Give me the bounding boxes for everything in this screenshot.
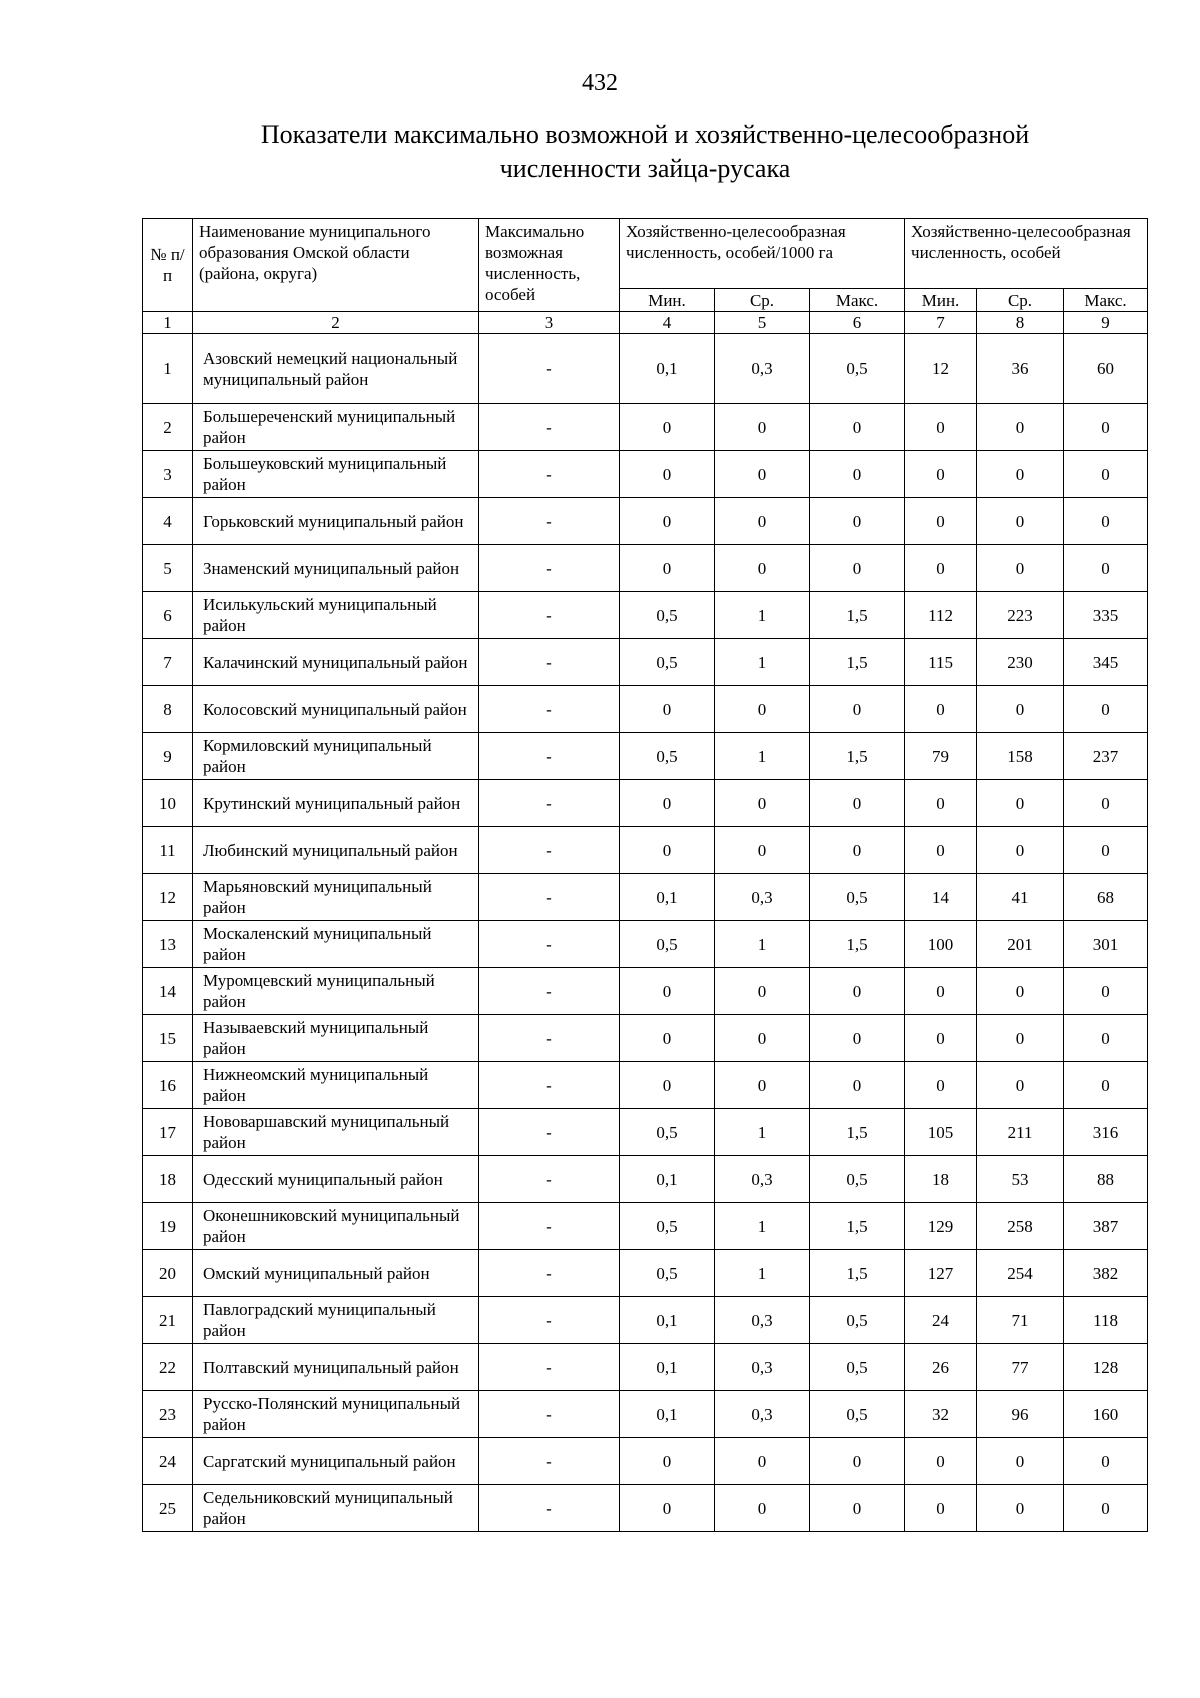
count-max: 301 [1064, 921, 1148, 968]
max-possible-value: - [479, 1109, 620, 1156]
density-avg: 1 [715, 639, 810, 686]
count-min: 14 [905, 874, 977, 921]
district-name: Нововаршавский муниципальный район [193, 1109, 479, 1156]
max-possible-value: - [479, 639, 620, 686]
max-possible-value: - [479, 968, 620, 1015]
count-avg: 53 [977, 1156, 1064, 1203]
max-possible-value: - [479, 921, 620, 968]
density-max: 0,5 [810, 334, 905, 404]
density-min: 0,1 [620, 1297, 715, 1344]
count-min: 18 [905, 1156, 977, 1203]
density-max: 0 [810, 545, 905, 592]
table-row [143, 733, 1148, 780]
district-name: Нижнеомский муниципальный район [193, 1062, 479, 1109]
row-number: 24 [143, 1438, 193, 1485]
row-number: 1 [143, 334, 193, 404]
density-max: 0,5 [810, 1344, 905, 1391]
count-avg: 0 [977, 686, 1064, 733]
count-avg: 0 [977, 780, 1064, 827]
table-row [143, 545, 1148, 592]
density-min: 0 [620, 968, 715, 1015]
page-number: 432 [582, 70, 618, 96]
count-avg: 0 [977, 1438, 1064, 1485]
count-avg: 201 [977, 921, 1064, 968]
header-count-min: Мин. [905, 289, 977, 312]
column-number: 2 [193, 312, 479, 334]
count-min: 32 [905, 1391, 977, 1438]
header-count-group: Хозяйственно-целесообразная численность, особей [905, 219, 1148, 289]
table-body [143, 334, 1148, 1532]
density-avg: 0 [715, 1485, 810, 1532]
count-max: 237 [1064, 733, 1148, 780]
density-max: 0 [810, 780, 905, 827]
density-avg: 0,3 [715, 1344, 810, 1391]
district-name: Крутинский муниципальный район [193, 780, 479, 827]
max-possible-value: - [479, 334, 620, 404]
count-max: 68 [1064, 874, 1148, 921]
count-min: 0 [905, 780, 977, 827]
count-max: 118 [1064, 1297, 1148, 1344]
row-number: 2 [143, 404, 193, 451]
count-max: 0 [1064, 780, 1148, 827]
density-min: 0 [620, 1485, 715, 1532]
count-min: 26 [905, 1344, 977, 1391]
density-max: 0,5 [810, 1391, 905, 1438]
row-number: 12 [143, 874, 193, 921]
header-num: № п/п [143, 219, 193, 312]
density-avg: 1 [715, 921, 810, 968]
count-min: 115 [905, 639, 977, 686]
density-max: 0 [810, 1438, 905, 1485]
density-max: 0,5 [810, 1156, 905, 1203]
count-max: 0 [1064, 827, 1148, 874]
density-min: 0,5 [620, 592, 715, 639]
max-possible-value: - [479, 592, 620, 639]
density-max: 0 [810, 827, 905, 874]
column-number: 9 [1064, 312, 1148, 334]
count-max: 382 [1064, 1250, 1148, 1297]
table-row [143, 1156, 1148, 1203]
max-possible-value: - [479, 1062, 620, 1109]
density-min: 0,1 [620, 1156, 715, 1203]
row-number: 13 [143, 921, 193, 968]
table-row [143, 639, 1148, 686]
count-max: 0 [1064, 1485, 1148, 1532]
count-max: 88 [1064, 1156, 1148, 1203]
count-min: 0 [905, 451, 977, 498]
density-avg: 1 [715, 1203, 810, 1250]
density-avg: 0 [715, 1015, 810, 1062]
document-title-line-1: Показатели максимально возможной и хозяйственно-целесообразной [260, 120, 1030, 149]
table-row [143, 686, 1148, 733]
district-name: Калачинский муниципальный район [193, 639, 479, 686]
density-avg: 0,3 [715, 1391, 810, 1438]
table-row [143, 1203, 1148, 1250]
density-max: 1,5 [810, 592, 905, 639]
count-avg: 0 [977, 404, 1064, 451]
density-min: 0,1 [620, 1391, 715, 1438]
district-name: Москаленский муниципальный район [193, 921, 479, 968]
max-possible-value: - [479, 451, 620, 498]
density-avg: 0,3 [715, 1156, 810, 1203]
density-avg: 0 [715, 498, 810, 545]
max-possible-value: - [479, 827, 620, 874]
row-number: 16 [143, 1062, 193, 1109]
count-min: 12 [905, 334, 977, 404]
density-avg: 1 [715, 1250, 810, 1297]
column-number: 8 [977, 312, 1064, 334]
district-name: Большеуковский муниципальный район [193, 451, 479, 498]
density-max: 1,5 [810, 1250, 905, 1297]
density-avg: 0 [715, 827, 810, 874]
density-max: 0 [810, 451, 905, 498]
count-avg: 0 [977, 451, 1064, 498]
count-min: 0 [905, 1062, 977, 1109]
density-max: 1,5 [810, 921, 905, 968]
density-min: 0 [620, 545, 715, 592]
district-name: Кормиловский муниципальный район [193, 733, 479, 780]
count-max: 0 [1064, 498, 1148, 545]
count-avg: 158 [977, 733, 1064, 780]
count-avg: 77 [977, 1344, 1064, 1391]
row-number: 20 [143, 1250, 193, 1297]
density-min: 0 [620, 780, 715, 827]
density-min: 0,5 [620, 639, 715, 686]
count-max: 387 [1064, 1203, 1148, 1250]
density-min: 0,5 [620, 1109, 715, 1156]
table-header [143, 219, 1148, 334]
density-avg: 0,3 [715, 874, 810, 921]
count-min: 24 [905, 1297, 977, 1344]
table-row [143, 451, 1148, 498]
table-row [143, 1485, 1148, 1532]
district-name: Седельниковский муниципальный район [193, 1485, 479, 1532]
row-number: 21 [143, 1297, 193, 1344]
district-name: Исилькульский муниципальный район [193, 592, 479, 639]
max-possible-value: - [479, 1438, 620, 1485]
density-max: 0 [810, 498, 905, 545]
row-number: 6 [143, 592, 193, 639]
density-avg: 0 [715, 780, 810, 827]
count-min: 112 [905, 592, 977, 639]
row-number: 22 [143, 1344, 193, 1391]
count-min: 0 [905, 498, 977, 545]
count-min: 127 [905, 1250, 977, 1297]
density-avg: 0,3 [715, 1297, 810, 1344]
density-min: 0,1 [620, 874, 715, 921]
count-min: 79 [905, 733, 977, 780]
row-number: 4 [143, 498, 193, 545]
district-name: Оконешниковский муниципальный район [193, 1203, 479, 1250]
table-row [143, 1250, 1148, 1297]
row-number: 11 [143, 827, 193, 874]
table-row [143, 334, 1148, 404]
count-min: 0 [905, 1485, 977, 1532]
density-min: 0 [620, 827, 715, 874]
count-max: 160 [1064, 1391, 1148, 1438]
count-max: 0 [1064, 1062, 1148, 1109]
density-min: 0,1 [620, 1344, 715, 1391]
district-name: Любинский муниципальный район [193, 827, 479, 874]
row-number: 5 [143, 545, 193, 592]
density-min: 0,1 [620, 334, 715, 404]
max-possible-value: - [479, 498, 620, 545]
table-row [143, 1297, 1148, 1344]
table-row [143, 1438, 1148, 1485]
max-possible-value: - [479, 733, 620, 780]
header-max-possible: Максимально возможная численность, особей [479, 219, 620, 312]
count-avg: 96 [977, 1391, 1064, 1438]
row-number: 18 [143, 1156, 193, 1203]
row-number: 9 [143, 733, 193, 780]
hare-population-table [142, 218, 1148, 1532]
district-name: Саргатский муниципальный район [193, 1438, 479, 1485]
max-possible-value: - [479, 1203, 620, 1250]
column-number: 7 [905, 312, 977, 334]
count-avg: 230 [977, 639, 1064, 686]
document-title [150, 118, 1140, 186]
density-min: 0 [620, 686, 715, 733]
max-possible-value: - [479, 1156, 620, 1203]
count-max: 316 [1064, 1109, 1148, 1156]
density-avg: 1 [715, 592, 810, 639]
row-number: 17 [143, 1109, 193, 1156]
row-number: 15 [143, 1015, 193, 1062]
district-name: Азовский немецкий национальный муниципальный район [193, 334, 479, 404]
density-avg: 0 [715, 1062, 810, 1109]
count-avg: 0 [977, 1062, 1064, 1109]
density-max: 0,5 [810, 1297, 905, 1344]
count-avg: 0 [977, 827, 1064, 874]
count-max: 0 [1064, 968, 1148, 1015]
count-max: 0 [1064, 404, 1148, 451]
count-max: 60 [1064, 334, 1148, 404]
density-max: 0 [810, 686, 905, 733]
density-min: 0 [620, 451, 715, 498]
max-possible-value: - [479, 1344, 620, 1391]
max-possible-value: - [479, 1485, 620, 1532]
density-min: 0,5 [620, 1203, 715, 1250]
district-name: Муромцевский муниципальный район [193, 968, 479, 1015]
density-min: 0 [620, 1438, 715, 1485]
density-avg: 0,3 [715, 334, 810, 404]
count-avg: 36 [977, 334, 1064, 404]
row-number: 7 [143, 639, 193, 686]
density-avg: 0 [715, 404, 810, 451]
count-min: 0 [905, 686, 977, 733]
count-min: 0 [905, 545, 977, 592]
district-name: Одесский муниципальный район [193, 1156, 479, 1203]
table-row [143, 404, 1148, 451]
count-max: 0 [1064, 1438, 1148, 1485]
header-count-avg: Ср. [977, 289, 1064, 312]
count-max: 335 [1064, 592, 1148, 639]
density-avg: 1 [715, 733, 810, 780]
column-number: 1 [143, 312, 193, 334]
density-max: 0 [810, 1062, 905, 1109]
table-row [143, 1109, 1148, 1156]
district-name: Марьяновский муниципальный район [193, 874, 479, 921]
max-possible-value: - [479, 1015, 620, 1062]
district-name: Павлоградский муниципальный район [193, 1297, 479, 1344]
row-number: 3 [143, 451, 193, 498]
density-max: 1,5 [810, 733, 905, 780]
district-name: Знаменский муниципальный район [193, 545, 479, 592]
density-max: 0 [810, 1015, 905, 1062]
column-number: 5 [715, 312, 810, 334]
count-min: 105 [905, 1109, 977, 1156]
density-max: 1,5 [810, 639, 905, 686]
table-row [143, 827, 1148, 874]
district-name: Большереченский муниципальный район [193, 404, 479, 451]
table-row [143, 1062, 1148, 1109]
count-avg: 41 [977, 874, 1064, 921]
column-number: 6 [810, 312, 905, 334]
density-min: 0 [620, 1015, 715, 1062]
density-min: 0,5 [620, 733, 715, 780]
max-possible-value: - [479, 686, 620, 733]
density-avg: 1 [715, 1109, 810, 1156]
density-max: 1,5 [810, 1203, 905, 1250]
density-min: 0,5 [620, 921, 715, 968]
row-number: 14 [143, 968, 193, 1015]
header-density-group: Хозяйственно-целесообразная численность, особей/1000 га [620, 219, 905, 289]
density-max: 1,5 [810, 1109, 905, 1156]
district-name: Полтавский муниципальный район [193, 1344, 479, 1391]
max-possible-value: - [479, 1391, 620, 1438]
count-avg: 0 [977, 545, 1064, 592]
row-number: 8 [143, 686, 193, 733]
density-min: 0,5 [620, 1250, 715, 1297]
density-min: 0 [620, 498, 715, 545]
density-max: 0,5 [810, 874, 905, 921]
count-max: 128 [1064, 1344, 1148, 1391]
count-avg: 258 [977, 1203, 1064, 1250]
count-min: 0 [905, 1015, 977, 1062]
count-avg: 211 [977, 1109, 1064, 1156]
count-avg: 0 [977, 498, 1064, 545]
count-avg: 223 [977, 592, 1064, 639]
max-possible-value: - [479, 404, 620, 451]
district-name: Горьковский муниципальный район [193, 498, 479, 545]
max-possible-value: - [479, 545, 620, 592]
table-row [143, 498, 1148, 545]
density-max: 0 [810, 404, 905, 451]
max-possible-value: - [479, 874, 620, 921]
count-max: 0 [1064, 545, 1148, 592]
density-max: 0 [810, 1485, 905, 1532]
count-avg: 0 [977, 968, 1064, 1015]
column-number-row [143, 312, 1148, 334]
header-density-avg: Ср. [715, 289, 810, 312]
column-number: 4 [620, 312, 715, 334]
table-row [143, 780, 1148, 827]
table-row [143, 1015, 1148, 1062]
max-possible-value: - [479, 1250, 620, 1297]
max-possible-value: - [479, 1297, 620, 1344]
row-number: 23 [143, 1391, 193, 1438]
header-name: Наименование муниципального образования Омской области (района, округа) [193, 219, 479, 312]
district-name: Омский муниципальный район [193, 1250, 479, 1297]
count-min: 0 [905, 827, 977, 874]
district-name: Русско-Полянский муниципальный район [193, 1391, 479, 1438]
count-min: 0 [905, 1438, 977, 1485]
table-row [143, 592, 1148, 639]
density-avg: 0 [715, 1438, 810, 1485]
max-possible-value: - [479, 780, 620, 827]
density-min: 0 [620, 1062, 715, 1109]
count-max: 345 [1064, 639, 1148, 686]
document-title-line-2: численности зайца-русака [499, 154, 791, 183]
table-row [143, 1391, 1148, 1438]
density-avg: 0 [715, 545, 810, 592]
district-name: Называевский муниципальный район [193, 1015, 479, 1062]
count-avg: 71 [977, 1297, 1064, 1344]
count-min: 129 [905, 1203, 977, 1250]
count-min: 100 [905, 921, 977, 968]
count-max: 0 [1064, 451, 1148, 498]
count-max: 0 [1064, 1015, 1148, 1062]
density-max: 0 [810, 968, 905, 1015]
count-min: 0 [905, 968, 977, 1015]
column-number: 3 [479, 312, 620, 334]
table-row [143, 968, 1148, 1015]
count-max: 0 [1064, 686, 1148, 733]
density-avg: 0 [715, 968, 810, 1015]
table-row [143, 921, 1148, 968]
row-number: 10 [143, 780, 193, 827]
density-avg: 0 [715, 686, 810, 733]
density-min: 0 [620, 404, 715, 451]
district-name: Колосовский муниципальный район [193, 686, 479, 733]
density-avg: 0 [715, 451, 810, 498]
table-row [143, 1344, 1148, 1391]
header-count-max: Макс. [1064, 289, 1148, 312]
count-avg: 0 [977, 1015, 1064, 1062]
count-min: 0 [905, 404, 977, 451]
row-number: 25 [143, 1485, 193, 1532]
header-density-max: Макс. [810, 289, 905, 312]
row-number: 19 [143, 1203, 193, 1250]
count-avg: 0 [977, 1485, 1064, 1532]
count-avg: 254 [977, 1250, 1064, 1297]
table-row [143, 874, 1148, 921]
header-density-min: Мин. [620, 289, 715, 312]
